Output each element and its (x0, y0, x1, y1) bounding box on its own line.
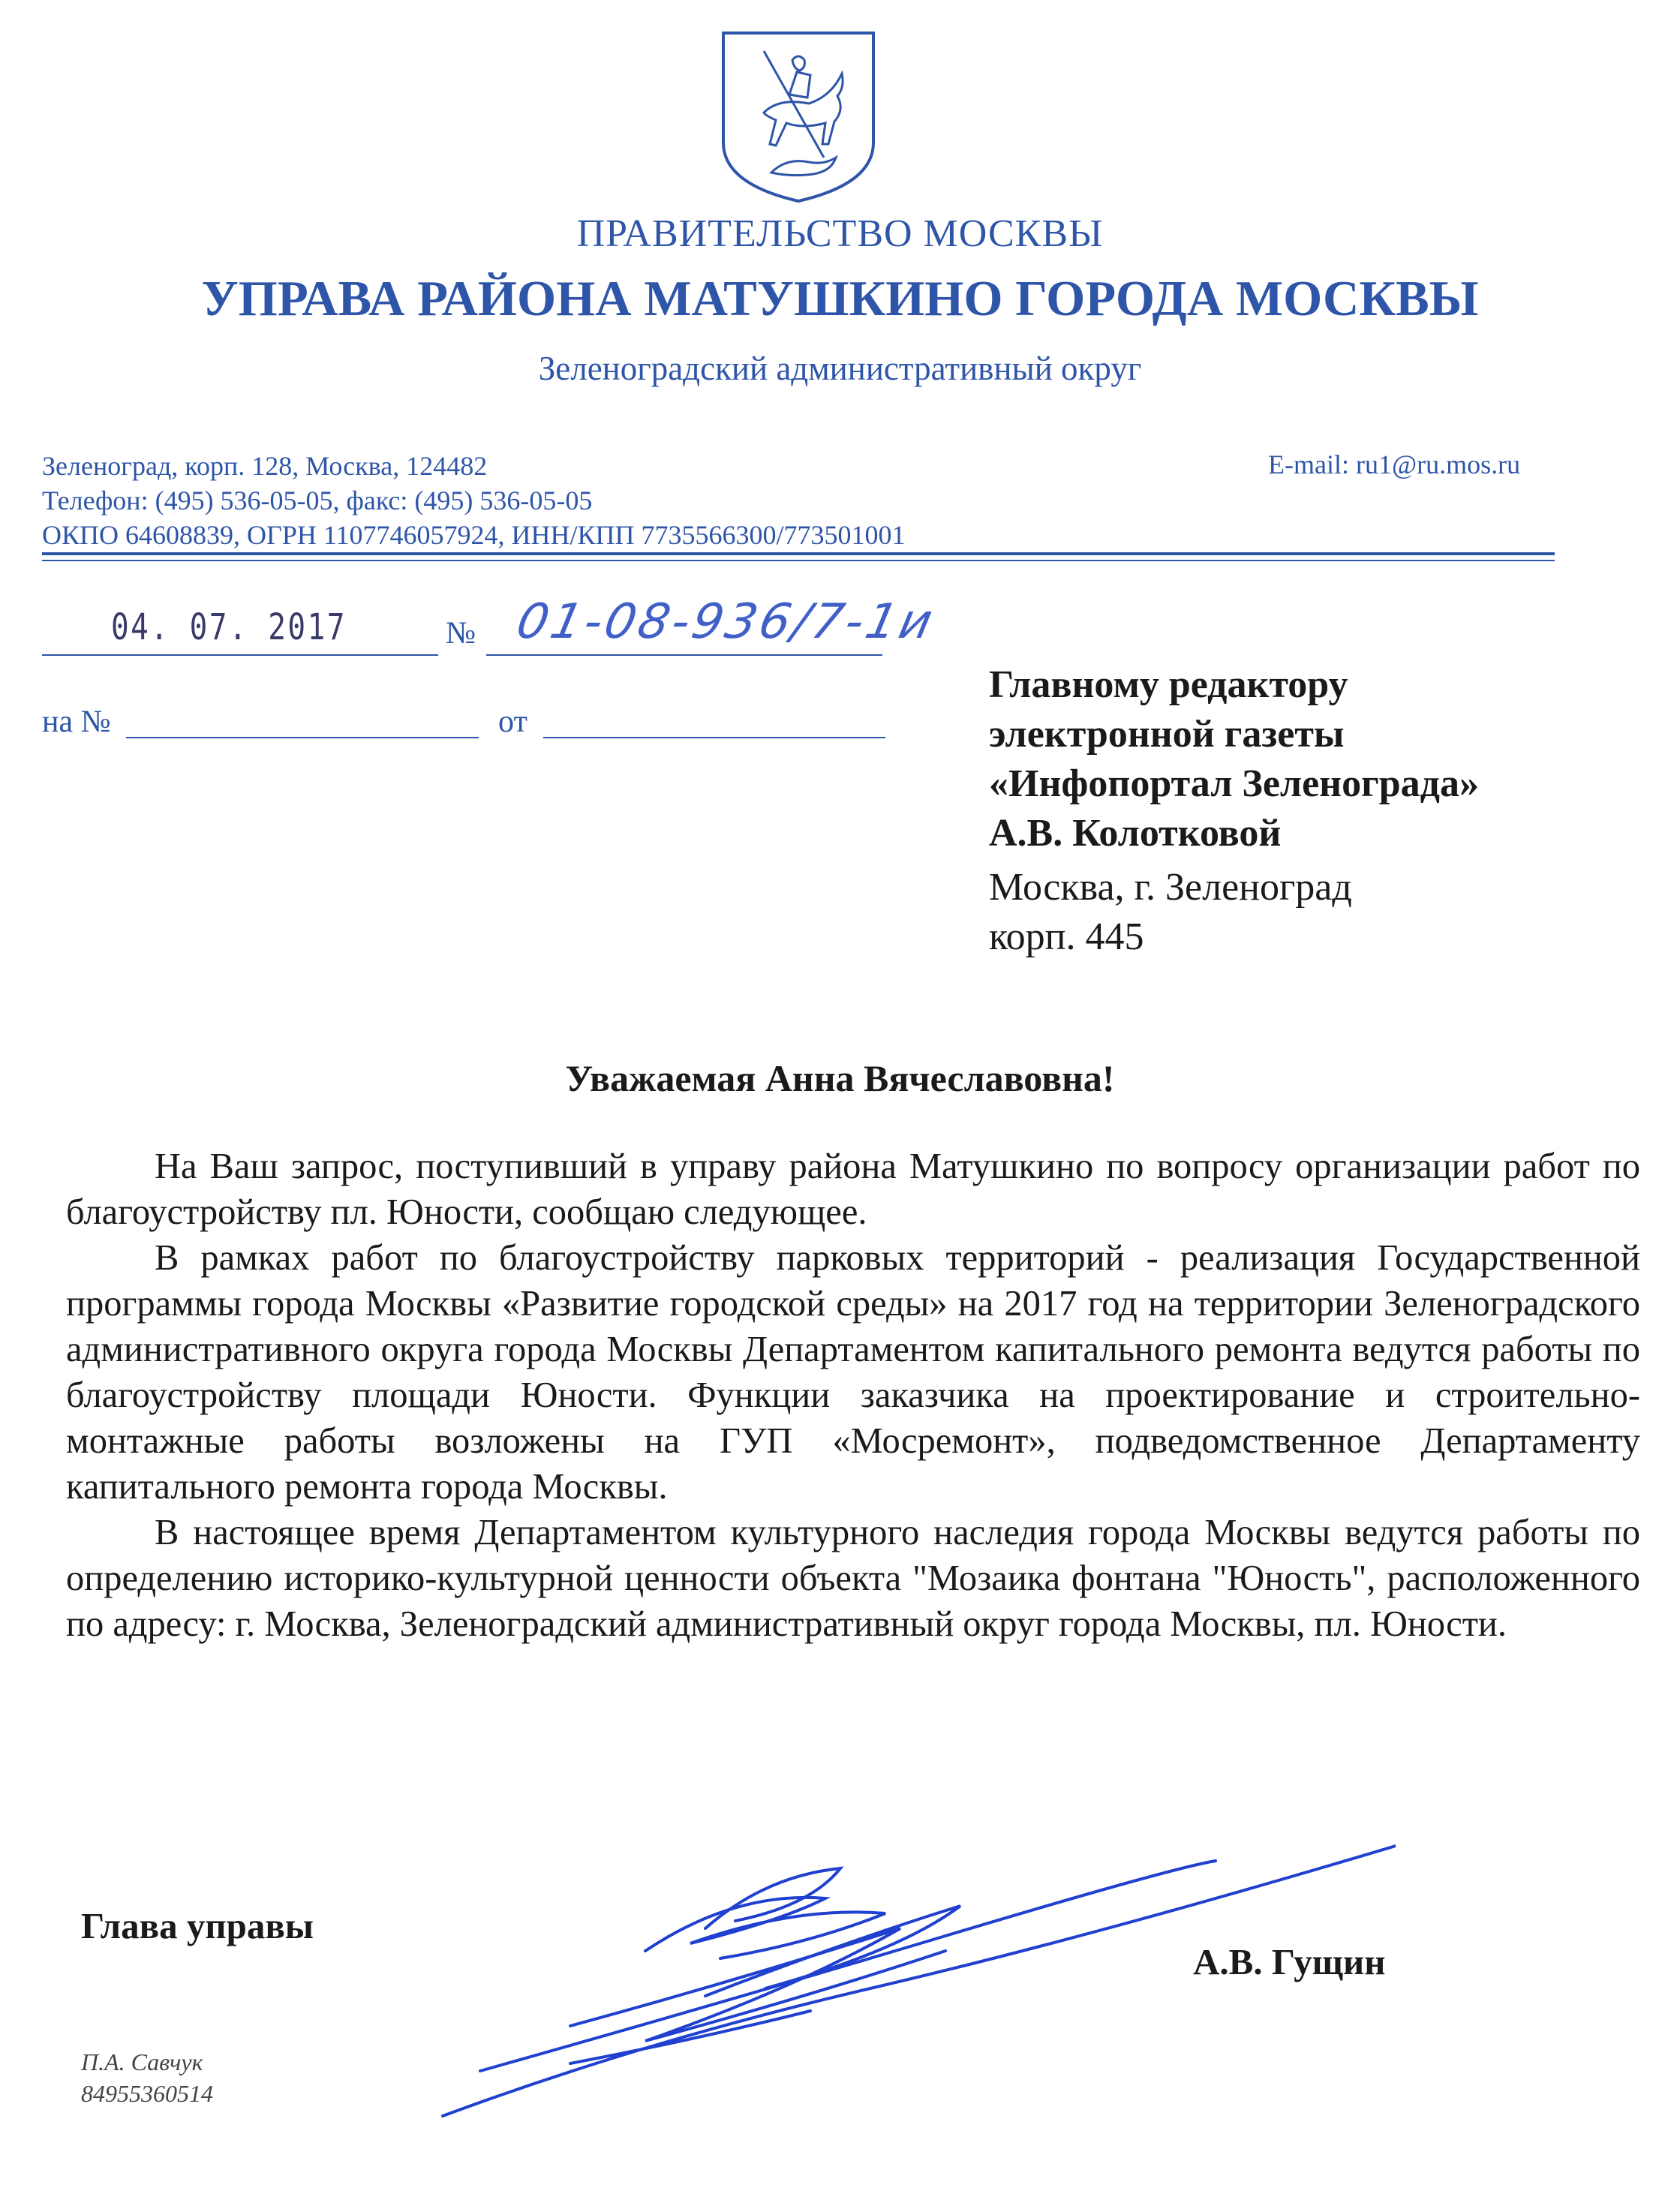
organization-heading: УПРАВА РАЙОНА МАТУШКИНО ГОРОДА МОСКВЫ (201, 271, 1479, 326)
letter-body (66, 1144, 1640, 1647)
body-paragraph: На Ваш запрос, поступивший в управу района Матушкино по вопросу организации работ по благоустройству пл. Юности, сообщаю следующее. (66, 1147, 1640, 1232)
addressee-line: «Инфопортал Зеленограда» (989, 762, 1479, 805)
date-line (42, 654, 438, 656)
executor-phone: 84955360514 (81, 2080, 213, 2107)
body-paragraph: В настоящее время Департаментом культурного наследия города Москвы ведутся работы по определению историко-культурной ценности объекта "Мозаика фонтана "Юность", расположенного по адресу: г. Москва, Зеленоградский административный округ города Москвы, пл. Юности. (66, 1513, 1640, 1644)
signatory-name: А.В. Гущин (1193, 1941, 1386, 1982)
moscow-coat-of-arms-icon (719, 30, 878, 204)
outgoing-number-handwritten: 01-08-936/7-1и (512, 594, 940, 650)
number-label: № (446, 616, 476, 651)
body-paragraph: В рамках работ по благоустройству парковых территорий - реализация Государственной программы города Москвы «Развитие городской среды» на 2017 год на территории Зеленоградского административного округа города Москвы Департаментом капитального ремонта ведутся работы по благоустройству площади Юности. Функции заказчика на проектирование и строительно-монтажные работы возложены на ГУП «Мосремонт», подведомственное Департаменту капитального ремонта города Москвы. (66, 1238, 1640, 1507)
addressee-name: А.В. Колотковой (989, 812, 1282, 855)
email-address: E-mail: ru1@ru.mos.ru (1268, 449, 1521, 479)
reply-to-line (126, 737, 479, 738)
number-line (486, 654, 882, 656)
from-label: от (498, 705, 527, 739)
header-divider (42, 552, 1555, 555)
executor-name: П.А. Савчук (81, 2048, 203, 2075)
government-heading: ПРАВИТЕЛЬСТВО МОСКВЫ (576, 212, 1104, 255)
registry-codes: ОКПО 64608839, ОГРН 1107746057924, ИНН/КПП 7735566300/773501001 (42, 520, 906, 550)
signatory-position: Глава управы (81, 1905, 314, 1946)
addressee-address: Москва, г. Зеленоград (989, 866, 1352, 909)
district-heading: Зеленоградский административный округ (538, 350, 1142, 387)
addressee-line: электронной газеты (989, 713, 1345, 756)
phone-fax: Телефон: (495) 536-05-05, факс: (495) 536-05-05 (42, 485, 593, 515)
outgoing-date-stamp: 04. 07. 2017 (111, 606, 347, 648)
from-line (543, 737, 885, 738)
header-divider-thin (42, 560, 1555, 561)
addressee-line: Главному редактору (989, 663, 1348, 706)
reply-to-label: на № (42, 705, 111, 739)
postal-address: Зеленоград, корп. 128, Москва, 124482 (42, 451, 488, 481)
addressee-building: корп. 445 (989, 915, 1144, 958)
salutation: Уважаемая Анна Вячеславовна! (565, 1057, 1115, 1099)
